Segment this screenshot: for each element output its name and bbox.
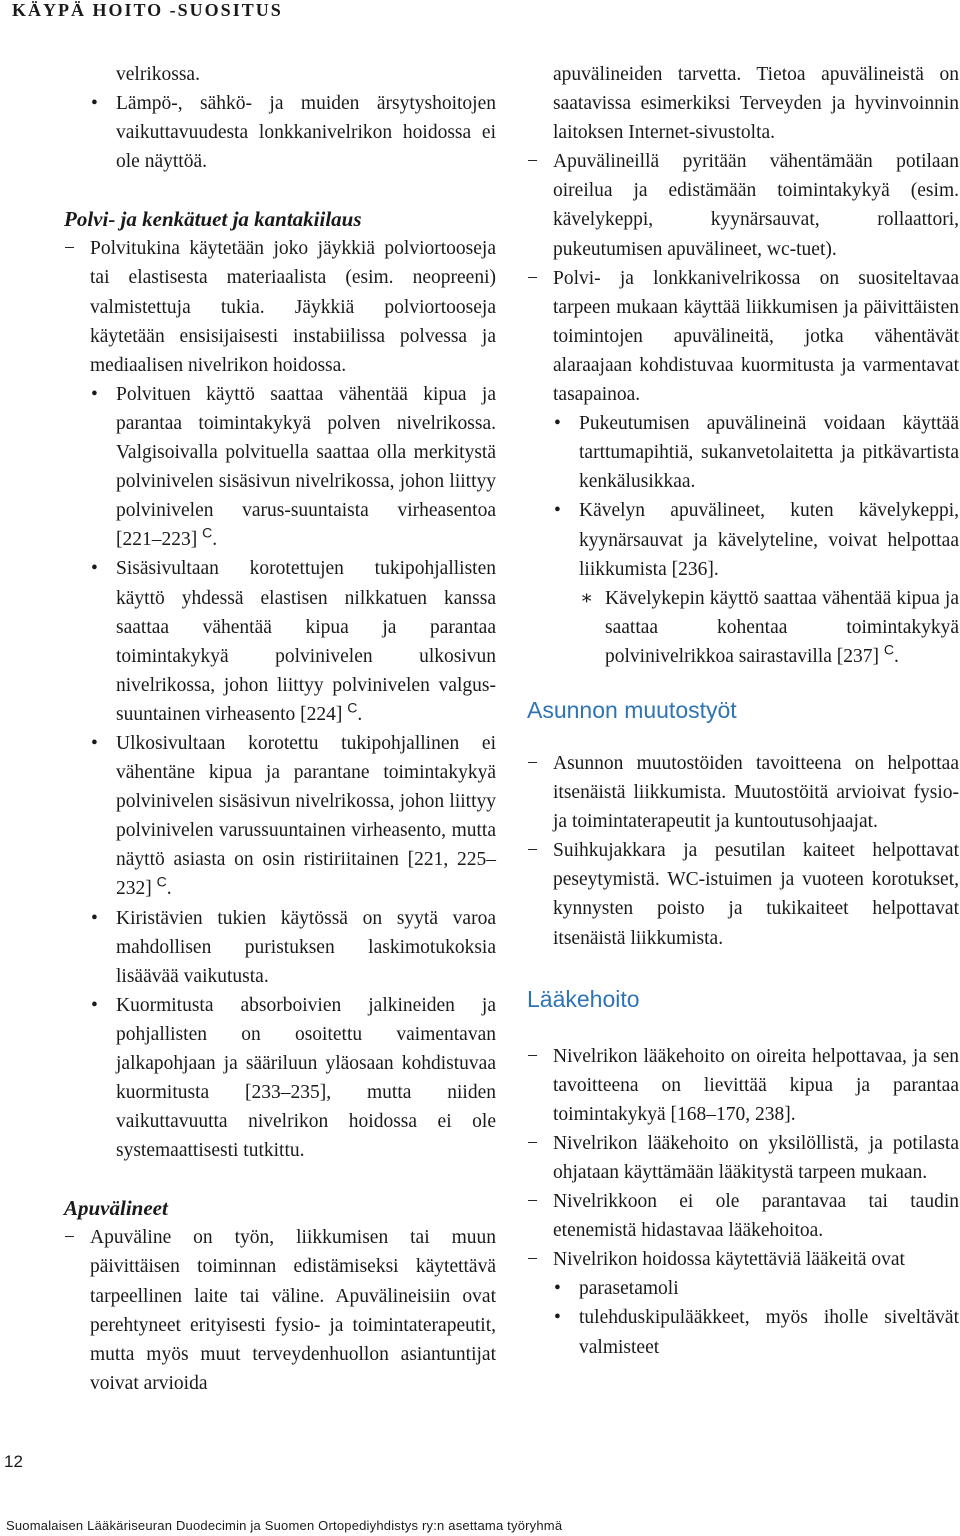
list-item: − Nivelrikkoon ei ole parantavaa tai taudin etenemistä hidastavaa lääkehoitoa. <box>527 1187 959 1245</box>
list-item: − Nivelrikon hoidossa käytettäviä lääkeitä ovat <box>527 1245 959 1274</box>
section-heading-housing: Asunnon muutostyöt <box>527 696 737 723</box>
list-item: − Polvitukina käytetään joko jäykkiä polviortooseja tai elastisesta materiaalista (esim. neopreeni) valmistettuja tukia. Jäykkiä polviortooseja käytetään ensisijaisesti instabiilissa polvessa ja mediaalisen nivelrikon hoidossa. <box>64 234 496 379</box>
section-subheading-braces: Polvi- ja kenkätuet ja kantakiilaus <box>64 207 362 232</box>
page-number: 12 <box>4 1452 23 1471</box>
list-item: • Kuormitusta absorboivien jalkineiden ja pohjallisten on osoitettu vaimentavan jalkapohjaan ja sääriluun yläosaan kohdistuvaa kuormitusta [233–235], mutta niiden vaikuttavuutta nivelrikon hoidossa ei ole systemaattisesti tutkittu. <box>64 991 496 1166</box>
footer-credit: Suomalaisen Lääkäriseuran Duodecimin ja Suomen Ortopediyhdistys ry:n asettama työryhmä <box>6 1518 563 1533</box>
list-item: − Nivelrikon lääkehoito on oireita helpottavaa, ja sen tavoitteena on lievittää kipua ja parantaa toimintakykyä [168–170, 238]. <box>527 1042 959 1129</box>
list-item: • Kävelyn apuvälineet, kuten kävelykeppi, kyynärsauvat ja kävelyteline, voivat helpottaa liikkumista [236]. <box>527 496 959 583</box>
paragraph: apuvälineiden tarvetta. Tietoa apuvälineistä on saatavissa esimerkiksi Terveyden ja hyvinvoinnin laitoksen Internet-sivustolta. <box>553 64 959 144</box>
item-text: Polvituen käyttö saattaa vähentää kipua ja parantaa toimintakykyä polven nivelrikossa. Valgisoivalla polvituella saattaa olla merkitystä polvinivelen sisäsivun nivelrikossa, johon liittyy polvinivelen varus-suuntaista virheasentoa [221–223] <box>116 383 496 551</box>
list-item: − Apuvälineillä pyritään vähentämään potilaan oireilua ja edistämään toimintakykyä (esim. kävelykeppi, kyynärsauvat, rollaattori, pukeutumisen apuvälineet, wc-tuet). <box>527 147 959 263</box>
section-subheading-aids: Apuvälineet <box>64 1196 168 1221</box>
evidence-grade: C <box>202 524 213 541</box>
list-item: • tulehduskipulääkkeet, myös iholle siveltävät valmisteet <box>527 1303 959 1361</box>
evidence-grade: C <box>883 641 895 658</box>
list-item: • Kiristävien tukien käytössä on syytä varoa mahdollisen puristuksen laskimotukoksia lisäävää vaikutusta. <box>64 904 496 991</box>
item-text: Sisäsivultaan korotettujen tukipohjallisten käyttö yhdessä elastisen nilkkatuen kanssa saattaa vähentää kipua ja parantaa toimintakykyä polvinivelen ulkosivun nivelrikossa, johon liittyy polvinivelen valgus-suuntainen virheasento [224] <box>116 558 496 725</box>
paragraph: velrikossa. <box>116 64 200 85</box>
item-text: Ulkosivultaan korotettu tukipohjallinen ei vähentäne kipua ja parantane toimintakykyä polvinivelen sisäsivun nivelrikossa, johon liittyy polvinivelen varussuuntainen virheasento, mutta näyttö asiasta on osin ristiriitainen [221, 225–232] <box>116 732 496 900</box>
list-item: • Ulkosivultaan korotettu tukipohjallinen ei vähentäne kipua ja parantane toimintakykyä polvinivelen sisäsivun nivelrikossa, johon liittyy polvinivelen varussuuntainen virheasento, mutta näyttö asiasta on osin ristiriitainen [221, 225–232] $^C$. <box>64 729 496 904</box>
list-item: − Apuväline on työn, liikkumisen tai muun päivittäisen toiminnan edistämiseksi käytettävä tarpeellinen laite tai väline. Apuvälineisiin ovat perehtyneet erityisesti fysio- ja toimintaterapeutit, mutta myös muut terveydenhuollon asiantuntijat voivat arvioida <box>64 1223 496 1398</box>
evidence-grade: C <box>347 699 358 716</box>
running-title: KÄYPÄ HOITO -SUOSITUS <box>12 0 283 20</box>
list-item: • Sisäsivultaan korotettujen tukipohjallisten käyttö yhdessä elastisen nilkkatuen kanssa saattaa vähentää kipua ja parantaa toimintakykyä polvinivelen ulkosivun nivelrikossa, johon liittyy polvinivelen valgus-suuntainen virheasento [224] $^C$. <box>64 554 496 729</box>
list-item: − Suihkujakkara ja pesutilan kaiteet helpottavat peseytymistä. WC-istuimen ja vuoteen korotukset, kynnysten poisto ja tukikaiteet helpottavat itsenäistä liikkumista. <box>527 836 959 952</box>
list-item: − Nivelrikon lääkehoito on yksilöllistä, ja potilasta ohjataan käyttämään lääkitystä tarpeen mukaan. <box>527 1129 959 1187</box>
list-item: • Pukeutumisen apuvälineinä voidaan käyttää tarttumapihtiä, sukanvetolaitetta ja pitkävartista kenkälusikkaa. <box>527 409 959 496</box>
list-item: • parasetamoli <box>527 1274 959 1303</box>
evidence-grade: C <box>156 873 167 890</box>
list-item: − Polvi- ja lonkkanivelrikossa on suositeltavaa tarpeen mukaan käyttää liikkumisen ja päivittäisten toimintojen apuvälineitä, jotka vähentävät alaraajaan kohdistuvaa kuormitusta ja varmentavat tasapainoa. <box>527 264 959 409</box>
section-heading-medication: Lääkehoito <box>527 985 640 1012</box>
item-text: Kävelykepin käyttö saattaa vähentää kipua ja saattaa kohentaa toimintakykyä polvinivelrikkoa sairastavilla [237] <box>605 587 959 667</box>
list-item: • Lämpö-, sähkö- ja muiden ärsytyshoitojen vaikuttavuudesta lonkkanivelrikon hoidossa ei ole näyttöä. <box>64 89 496 176</box>
right-column <box>527 60 959 1362</box>
list-item: ∗ Kävelykepin käyttö saattaa vähentää kipua ja saattaa kohentaa toimintakykyä polvinivelrikkoa sairastavilla [237] $^C$. <box>527 584 959 671</box>
left-column <box>64 60 496 1398</box>
list-item: − Asunnon muutostöiden tavoitteena on helpottaa itsenäistä liikkumista. Muutostöitä arvioivat fysio- ja toimintaterapeutit ja kuntoutusohjaajat. <box>527 749 959 836</box>
list-item: • Polvituen käyttö saattaa vähentää kipua ja parantaa toimintakykyä polven nivelrikossa. Valgisoivalla polvituella saattaa olla merkitystä polvinivelen sisäsivun nivelrikossa, johon liittyy polvinivelen varus-suuntaista virheasentoa [221–223] $^C$. <box>64 380 496 555</box>
